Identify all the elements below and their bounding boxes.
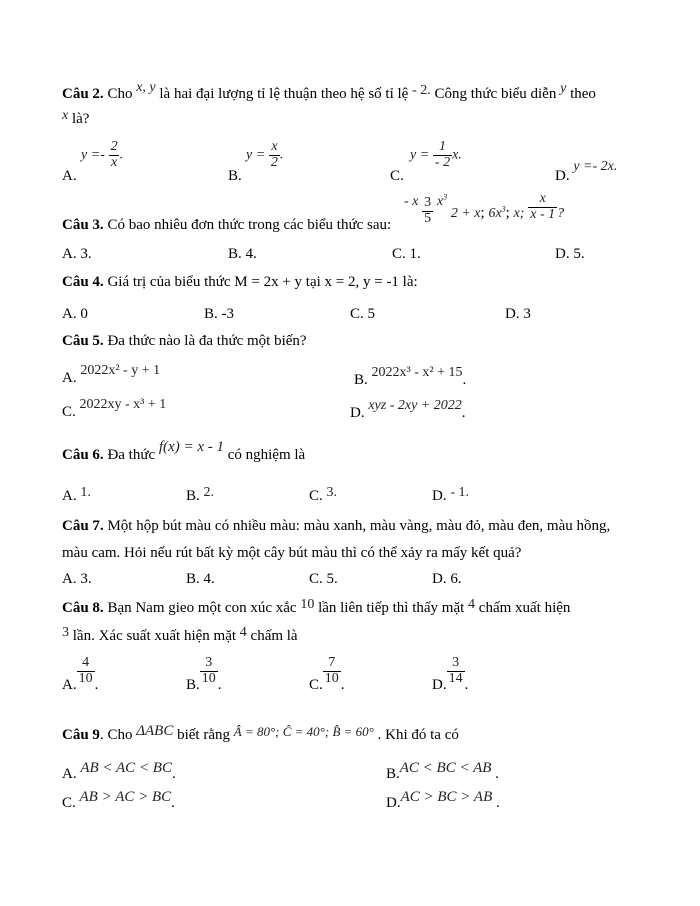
q9-d-letter: D.: [386, 795, 401, 811]
q6-option-c[interactable]: [309, 485, 338, 505]
q6-b-value: 2.: [203, 485, 215, 500]
q9-option-a[interactable]: A. AB < AC < BC.: [62, 760, 176, 782]
q2-k: - 2.: [412, 83, 431, 98]
q3-text: Có bao nhiêu đơn thức trong các biểu thức sau:: [107, 217, 392, 233]
q5-b-expr: 2022x³ - x² + 15: [371, 365, 463, 380]
q6-d-letter: D.: [432, 488, 447, 504]
q6-option-d[interactable]: [432, 485, 470, 505]
q2-d-expr: y =- 2x.: [573, 159, 618, 174]
q2-a-letter: A.: [62, 168, 77, 184]
q8-label: Câu 8.: [62, 600, 104, 616]
q2-c-fraction: $\frac{1}{- 2}$: [434, 139, 451, 170]
q9-text1: . Cho: [99, 727, 133, 743]
q9-label: Câu 9: [62, 727, 100, 743]
q6-c-letter: C.: [309, 488, 323, 504]
q2-b-lhs: y =: [246, 147, 266, 163]
q3-option-a[interactable]: A. 3.: [62, 246, 92, 262]
q2-stem: [62, 80, 596, 103]
q3-expr-1-fraction: $\frac{3}{5}$: [424, 195, 432, 226]
q2-a-lhs: y =-: [81, 147, 105, 163]
q3-option-d[interactable]: D. 5.: [555, 246, 585, 262]
q2-b-fraction: $\frac{x}{2}$: [270, 139, 278, 170]
q7-option-c[interactable]: C. 5.: [309, 571, 338, 587]
q5-stem: [62, 333, 307, 350]
q4-label: Câu 4.: [62, 274, 104, 290]
q7-option-b[interactable]: B. 4.: [186, 571, 215, 587]
q2-b-letter: B.: [228, 168, 242, 184]
q2-c-lhs: y =: [410, 147, 430, 163]
q6-a-letter: A.: [62, 488, 77, 504]
q6-a-value: 1.: [80, 485, 91, 500]
q3-expressions: - x $\frac{3}{5}$ $x^3$ 2 + x; $6x^3$; x; $\frac{x}{x - 1}$ ?: [404, 191, 565, 226]
q6-c-value: 3.: [326, 485, 338, 500]
q6-text2: có nghiệm là: [227, 447, 306, 463]
q3-option-c[interactable]: C. 1.: [392, 246, 421, 262]
q3-expr-3: $6x^3$: [488, 203, 506, 221]
q9-c-expr: AB > AC > BC: [79, 789, 172, 805]
q9-c-letter: C.: [62, 795, 76, 811]
q7-stem: [62, 518, 610, 535]
q6-d-value: - 1.: [450, 485, 470, 500]
q5-text: Đa thức nào là đa thức một biến?: [107, 333, 307, 349]
q8-d-letter: D.: [432, 676, 447, 693]
q9-option-d[interactable]: D.AC > BC > AB .: [386, 789, 500, 811]
q8-text3: chấm xuất hiện: [478, 600, 571, 616]
q2-text5: là?: [71, 111, 90, 127]
q8-text5: chấm là: [250, 628, 298, 644]
q9-option-c[interactable]: C. AB > AC > BC.: [62, 789, 175, 811]
q8-a-letter: A.: [62, 676, 77, 693]
q3-label: Câu 3.: [62, 217, 104, 233]
q2-a-fraction: $\frac{2}{x}$: [110, 139, 118, 170]
q2-x: x: [62, 108, 69, 123]
q9-b-letter: B.: [386, 766, 400, 782]
q9-a-expr: AB < AC < BC: [80, 760, 172, 776]
q8-n4: 4: [468, 597, 476, 612]
q6-label: Câu 6.: [62, 447, 104, 463]
q7-line2: màu cam. Hỏi nếu rút bất kỳ một cây bút màu thì có thể xảy ra mấy kết quả?: [62, 545, 522, 561]
q8-text1: Bạn Nam gieo một con xúc xắc: [107, 600, 297, 616]
q5-c-letter: C.: [62, 404, 76, 420]
q2-text2: là hai đại lượng tỉ lệ thuận theo hệ số tỉ lệ: [159, 86, 409, 102]
q8-n4b: 4: [239, 625, 247, 640]
q8-option-c[interactable]: C. $\frac{7}{10}$ .: [309, 655, 345, 693]
q7-option-a[interactable]: A. 3.: [62, 571, 92, 587]
q5-option-a[interactable]: [62, 362, 161, 386]
q6-function: f(x) = x - 1: [158, 439, 224, 455]
q8-b-letter: B.: [186, 676, 200, 693]
q2-option-d[interactable]: [555, 158, 618, 184]
q8-option-a[interactable]: A. $\frac{4}{10}$ .: [62, 655, 99, 693]
q2-c-letter: C.: [390, 168, 404, 184]
q5-label: Câu 5.: [62, 333, 104, 349]
q8-d-fraction: $\frac{3}{14}$: [448, 655, 463, 686]
q5-option-c[interactable]: [62, 396, 167, 420]
q7-option-d[interactable]: D. 6.: [432, 571, 462, 587]
q5-d-letter: D.: [350, 405, 365, 421]
q5-d-expr: xyz - 2xy + 2022: [368, 398, 462, 413]
q2-y: y: [560, 81, 567, 96]
q3-expr-1-post: $x^3$: [436, 191, 448, 209]
q8-n3: 3: [62, 625, 69, 640]
q4-option-c[interactable]: C. 5: [350, 306, 376, 322]
q2-xy: x, y: [136, 80, 156, 95]
q7-label: Câu 7.: [62, 518, 104, 534]
q9-a-letter: A.: [62, 766, 77, 782]
q8-n10: 10: [300, 597, 315, 612]
q8-c-fraction: $\frac{7}{10}$: [324, 655, 339, 686]
q8-b-fraction: $\frac{3}{10}$: [201, 655, 216, 686]
q8-c-letter: C.: [309, 676, 323, 693]
q6-option-b[interactable]: [186, 485, 215, 505]
q6-b-letter: B.: [186, 488, 200, 504]
q4-stem: [62, 274, 418, 291]
q2-stem-line2: [62, 108, 90, 128]
q5-option-b[interactable]: B. 2022x³ - x² + 15.: [354, 365, 467, 388]
q8-a-fraction: $\frac{4}{10}$: [78, 655, 93, 686]
q9-stem: [62, 723, 459, 744]
q9-d-expr: AC > BC > AB: [400, 789, 493, 805]
q6-option-a[interactable]: [62, 485, 91, 505]
q2-d-letter: D.: [555, 168, 570, 184]
q9-option-b[interactable]: B.AC < BC < AB .: [386, 760, 499, 782]
q7-line1: Một hộp bút màu có nhiều màu: màu xanh, màu vàng, màu đỏ, màu đen, màu hồng,: [107, 518, 611, 534]
q3-stem: [62, 217, 391, 234]
q4-option-a[interactable]: A. 0: [62, 306, 88, 322]
q8-text4: lần. Xác suất xuất hiện mặt: [72, 628, 237, 644]
q6-text1: Đa thức: [107, 447, 156, 463]
q2-text3: Công thức biểu diễn: [434, 86, 557, 102]
q5-c-expr: 2022xy - x³ + 1: [79, 397, 167, 412]
q8-option-d[interactable]: D. $\frac{3}{14}$ .: [432, 655, 469, 693]
q3-expr-5-fraction: $\frac{x}{x - 1}$: [530, 191, 556, 222]
q5-a-expr: 2022x² - y + 1: [80, 363, 161, 378]
q3-expr-4: x;: [513, 205, 525, 221]
q4-option-b[interactable]: B. -3: [204, 306, 234, 322]
q2-text: Cho: [107, 86, 133, 102]
q8-stem: [62, 597, 571, 617]
q3-expr-2: 2 + x: [450, 205, 481, 221]
q9-text3: . Khi đó ta có: [377, 727, 459, 743]
q2-label: Câu 2.: [62, 86, 104, 102]
q8-option-b[interactable]: B. $\frac{3}{10}$ .: [186, 655, 222, 693]
q3-expr-1-pre: - x: [404, 193, 419, 209]
q2-text4: theo: [570, 86, 596, 102]
q8-text2: lần liên tiếp thì thấy mặt: [318, 600, 465, 616]
q3-option-b[interactable]: B. 4.: [228, 246, 257, 262]
q5-a-letter: A.: [62, 370, 77, 386]
q6-stem: [62, 439, 306, 464]
q5-option-d[interactable]: D. xyz - 2xy + 2022.: [350, 398, 466, 421]
q4-option-d[interactable]: D. 3: [505, 306, 531, 322]
q9-b-expr: AC < BC < AB: [399, 760, 492, 776]
q8-stem-line2: [62, 625, 298, 645]
q5-b-letter: B.: [354, 372, 368, 388]
q9-angles: Â = 80°; Ĉ = 40°; B̂ = 60°: [233, 724, 374, 739]
q9-triangle: ΔABC: [136, 723, 174, 739]
q4-text: Giá trị của biểu thức M = 2x + y tại x = 2, y = -1 là:: [107, 274, 418, 290]
q9-text2: biết rằng: [177, 727, 230, 743]
